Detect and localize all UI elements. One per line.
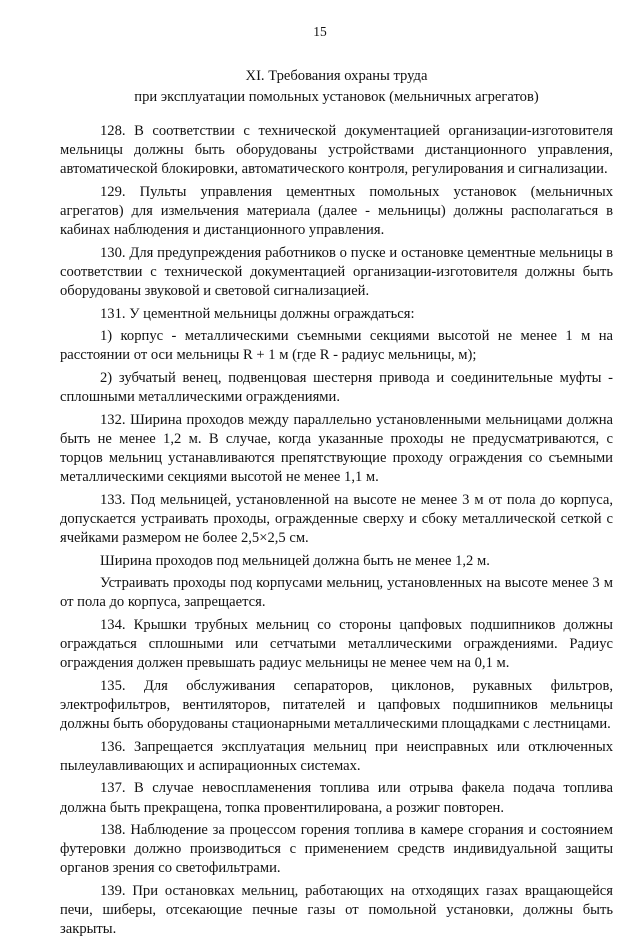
section-heading: [60, 66, 613, 108]
paragraph-135: 135. Для обслуживания сепараторов, циклонов, рукавных фильтров, электрофильтров, вентиляторов, питателей и цапфовых подшипников мельницы должны быть оборудованы стационарными металлическими площадками с лестницами.: [60, 677, 613, 733]
paragraph-131-item-1: 1) корпус - металлическими съемными секциями высотой не менее 1 м на расстоянии от оси мельницы R + 1 м (где R - радиус мельницы, м);: [60, 328, 613, 364]
paragraph-136: 136. Запрещается эксплуатация мельниц при неисправных или отключенных пылеулавливающих и аспирационных системах.: [60, 738, 613, 774]
paragraph-139: 139. При остановках мельниц, работающих на отходящих газах вращающейся печи, шиберы, отсекающие печные газы от помольной установки, должны быть закрыты.: [60, 882, 613, 938]
paragraph-131-item-2: 2) зубчатый венец, подвенцовая шестерня привода и соединительные муфты - сплошными металлическими ограждениями.: [60, 369, 613, 406]
paragraph-138: 138. Наблюдение за процессом горения топлива в камере сгорания и состоянием футеровки должно производиться с применением средств индивидуальной защиты органов зрения со светофильтрами.: [60, 822, 613, 877]
paragraph-133-prohibition: Устраивать проходы под корпусами мельниц, установленных на высоте менее 3 м от пола до корпуса, запрещается.: [60, 575, 613, 611]
paragraph-134: 134. Крышки трубных мельниц со стороны цапфовых подшипников должны ограждаться сплошными или сетчатыми металлическими ограждениями. Радиус ограждения должен превышать радиус мельницы не менее чем на 0,1 м.: [60, 616, 613, 672]
paragraph-137: 137. В случае невоспламенения топлива или отрыва факела подача топлива должна быть прекращена, топка провентилирована, а розжиг повторен.: [60, 780, 613, 816]
paragraph-129: 129. Пульты управления цементных помольных установок (мельничных агрегатов) для измельчения материала (далее - мельницы) должны располагаться в кабинах наблюдения и дистанционного управления.: [60, 183, 613, 239]
paragraph-133-width: Ширина проходов под мельницей должна быть не менее 1,2 м.: [100, 552, 490, 569]
section-subtitle: при эксплуатации помольных установок (мельничных агрегатов): [134, 89, 539, 105]
paragraph-130: 130. Для предупреждения работников о пуске и остановке цементные мельницы в соответствии с технической документацией организации-изготовителя должны быть оборудованы звуковой и световой сигнализацией.: [60, 244, 613, 300]
document-body: [60, 122, 613, 940]
section-title: XI. Требования охраны труда: [245, 68, 428, 84]
paragraph-133: 133. Под мельницей, установленной на высоте не менее 3 м от пола до корпуса, допускается устраивать проходы, огражденные сверху и сбоку металлической сеткой с ячейками размером не более 2,5×2,5 см.: [60, 491, 613, 547]
paragraph-131: 131. У цементной мельницы должны ограждаться:: [100, 305, 415, 322]
paragraph-132: 132. Ширина проходов между параллельно установленными мельницами должна быть не менее 1,2 м. В случае, когда указанные проходы не предусматриваются, с торцов мельниц устанавливаются препятствующие проходу ограждения со съемными металлическими секциями высотой не менее 1,1 м.: [60, 411, 613, 486]
page-number: 15: [313, 24, 327, 39]
paragraph-128: 128. В соответствии с технической документацией организации-изготовителя мельницы должны быть оборудованы устройствами дистанционного управления, автоматической блокировки, автоматического контроля, регулирования и сигнализации.: [60, 123, 613, 178]
